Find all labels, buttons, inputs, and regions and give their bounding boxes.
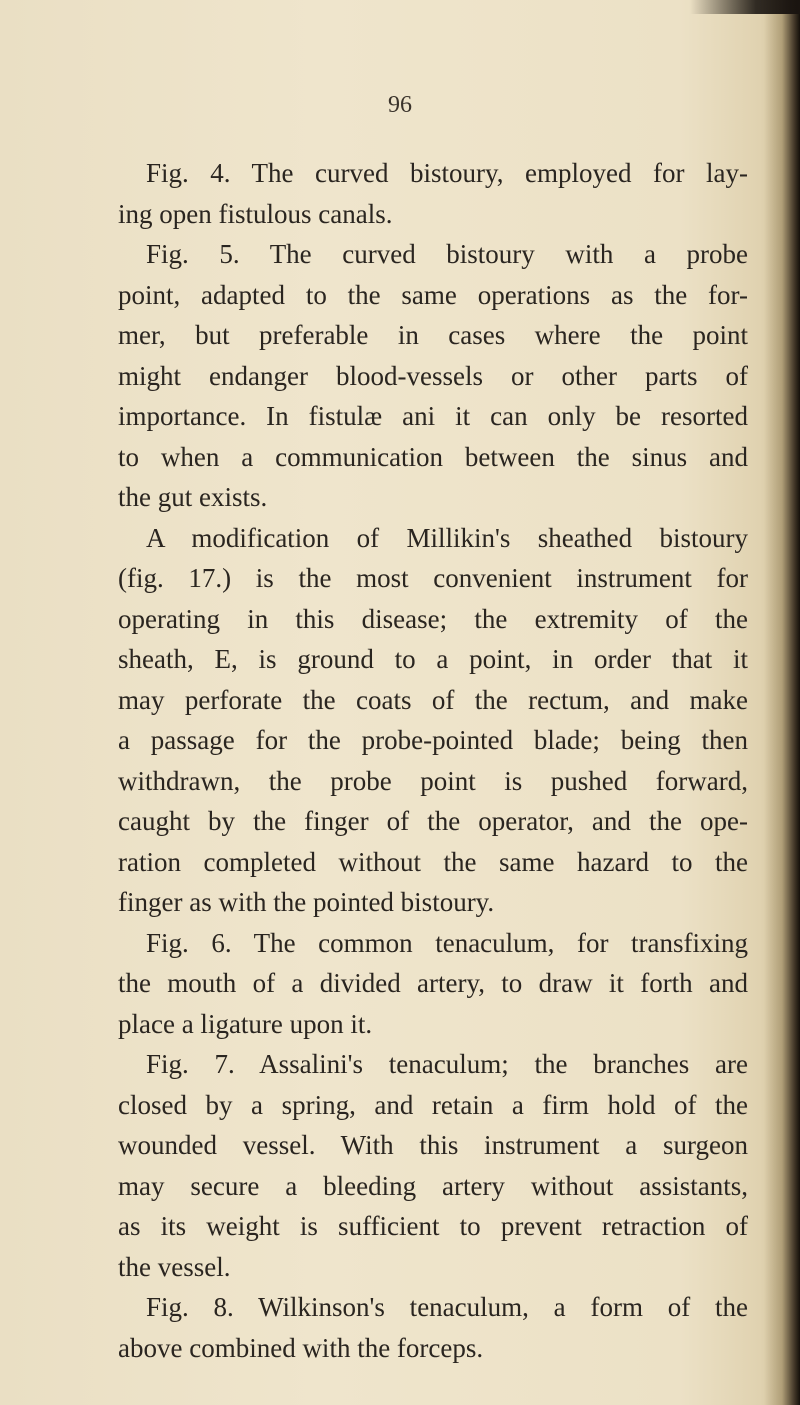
text-line: caught by the finger of the operator, and the ope-: [118, 806, 748, 836]
text-line: ing open fistulous canals.: [118, 198, 393, 229]
text-line: might endanger blood-vessels or other parts of: [118, 360, 748, 391]
text-line: may perforate the coats of the rectum, and make: [118, 684, 748, 715]
text-line: the mouth of a divided artery, to draw it forth and: [118, 968, 748, 998]
text-line: sheath, E, is ground to a point, in order that it: [118, 644, 748, 674]
text-line: Fig. 6. The common tenaculum, for transfixing: [146, 927, 748, 958]
text-line: may secure a bleeding artery without assistants,: [118, 1170, 748, 1201]
text-line: the gut exists.: [118, 482, 268, 512]
page-top-edge-shadow: [690, 0, 800, 14]
text-line: wounded vessel. With this instrument a surgeon: [118, 1130, 748, 1160]
text-line: Fig. 8. Wilkinson's tenaculum, a form of the: [146, 1292, 748, 1322]
page-spine-shadow: [764, 0, 800, 1405]
text-line: Fig. 4. The curved bistoury, employed for lay-: [146, 158, 748, 188]
text-line: importance. In fistulæ ani it can only be resorted: [118, 401, 748, 431]
page-number: 96: [388, 92, 412, 118]
text-line: A modification of Millikin's sheathed bistoury: [146, 522, 748, 553]
text-line: (fig. 17.) is the most convenient instrument for: [118, 563, 748, 593]
text-line: above combined with the forceps.: [118, 1332, 484, 1363]
text-line: Fig. 7. Assalini's tenaculum; the branches are: [146, 1049, 748, 1079]
text-line: operating in this disease; the extremity of the: [118, 603, 748, 634]
text-line: a passage for the probe-pointed blade; being then: [118, 725, 748, 755]
text-line: as its weight is sufficient to prevent retraction of: [118, 1211, 748, 1241]
text-line: ration completed without the same hazard to the: [118, 846, 748, 877]
text-line: withdrawn, the probe point is pushed forward,: [118, 765, 748, 796]
text-line: mer, but preferable in cases where the point: [118, 320, 748, 350]
text-line: Fig. 5. The curved bistoury with a probe: [146, 239, 748, 269]
text-line: point, adapted to the same operations as the for-: [118, 279, 748, 310]
text-line: to when a communication between the sinus and: [118, 441, 748, 472]
text-line: place a ligature upon it.: [118, 1008, 373, 1039]
text-line: finger as with the pointed bistoury.: [118, 887, 495, 917]
body-text: [118, 153, 748, 1368]
text-line: the vessel.: [118, 1251, 231, 1282]
text-line: closed by a spring, and retain a firm hold of the: [118, 1089, 748, 1120]
